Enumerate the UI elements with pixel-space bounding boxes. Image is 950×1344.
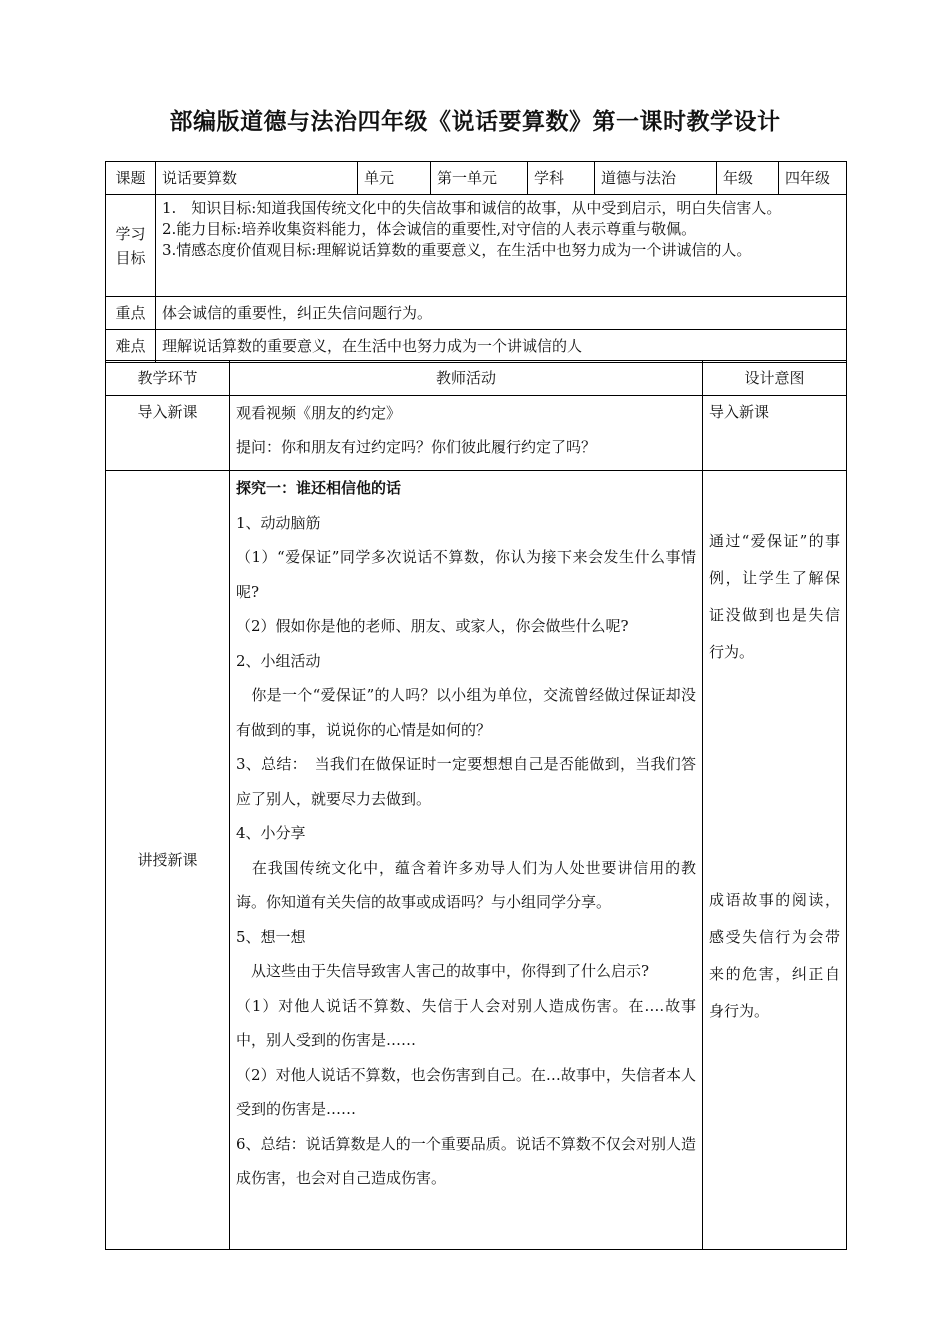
subject-value: 道德与法治 — [595, 162, 717, 195]
unit-label: 单元 — [358, 162, 431, 195]
activity-line-4: 2、小组活动 — [236, 651, 321, 670]
grade-label: 年级 — [717, 162, 779, 195]
activity-line-13: 6、总结：说话算数是人的一个重要品质。说话不算数不仅会对别人造成伤害，也会对自己造成伤害。 — [236, 1134, 696, 1187]
objective-3: 3.情感态度价值观目标:理解说话算数的重要意义，在生活中也努力成为一个讲诚信的人。 — [162, 241, 752, 259]
objectives-label: 学习目标 — [106, 195, 156, 297]
intro-intent: 导入新课 — [703, 396, 847, 471]
intro-stage: 导入新课 — [106, 396, 230, 471]
main-stage: 讲授新课 — [106, 471, 230, 1250]
difficulty-label: 难点 — [106, 330, 156, 363]
activity-line-7: 4、小分享 — [236, 824, 306, 842]
objective-1: 1. 知识目标:知道我国传统文化中的失信故事和诚信的故事，从中受到启示，明白失信害人。 — [162, 199, 782, 217]
grade-value: 四年级 — [779, 162, 847, 195]
key-point-label: 重点 — [106, 297, 156, 330]
intro-line-2: 提问：你和朋友有过约定吗？你们彼此履行约定了吗？ — [236, 438, 597, 456]
key-point-value: 体会诚信的重要性，纠正失信问题行为。 — [156, 297, 847, 330]
process-header-row — [106, 361, 847, 396]
activity-line-12: （2）对他人说话不算数，也会伤害到自己。在…故事中，失信者本人受到的伤害是…… — [236, 1065, 696, 1118]
header-intent: 设计意图 — [703, 361, 847, 396]
activity-line-6: 3、总结： 当我们在做保证时一定要想想自己是否能做到，当我们答应了别人，就要尽力去做到。 — [236, 755, 696, 808]
header-stage: 教学环节 — [106, 361, 230, 396]
activity-line-10: 从这些由于失信导致害人害己的故事中，你得到了什么启示? — [236, 962, 650, 980]
activity-line-8: 在我国传统文化中，蕴含着许多劝导人们为人处世要讲信用的教诲。你知道有关失信的故事或成语吗？与小组同学分享。 — [236, 858, 696, 911]
unit-value: 第一单元 — [431, 162, 528, 195]
activity-line-11: （1）对他人说话不算数、失信于人会对别人造成伤害。在….故事中，别人受到的伤害是…… — [236, 996, 696, 1049]
process-table — [105, 360, 847, 1250]
activity-line-3: （2）假如你是他的老师、朋友、或家人，你会做些什么呢? — [236, 617, 629, 635]
main-row — [106, 471, 847, 1250]
activity-line-5: 你是一个“爱保证”的人吗？以小组为单位，交流曾经做过保证却没有做到的事，说说你的心情是如何的？ — [236, 686, 696, 739]
activity-line-2: （1）“爱保证”同学多次说话不算数，你认为接下来会发生什么事情呢? — [236, 548, 696, 601]
page-title: 部编版道德与法治四年级《说话要算数》第一课时教学设计 — [169, 108, 781, 135]
intro-row — [106, 396, 847, 471]
intro-line-1: 观看视频《朋友的约定》 — [236, 404, 402, 422]
subject-label: 学科 — [528, 162, 595, 195]
topic-label: 课题 — [106, 162, 156, 195]
activity-heading: 探究一：谁还相信他的话 — [236, 479, 402, 497]
info-header-row — [106, 162, 847, 195]
activity-line-1: 1、动动脑筋 — [236, 513, 321, 532]
key-point-row — [106, 297, 847, 330]
intent-2: 成语故事的阅读，感受失信行为会带来的危害，纠正自身行为。 — [709, 891, 840, 1020]
difficulty-row — [106, 330, 847, 363]
topic-value: 说话要算数 — [156, 162, 358, 195]
info-table — [105, 161, 847, 363]
objective-2: 2.能力目标:培养收集资料能力，体会诚信的重要性,对守信的人表示尊重与敬佩。 — [162, 220, 697, 238]
activity-line-9: 5、想一想 — [236, 927, 306, 946]
objectives-row — [106, 195, 847, 297]
header-activity: 教师活动 — [230, 361, 703, 396]
intent-1: 通过“爱保证”的事例，让学生了解保证没做到也是失信行为。 — [709, 532, 840, 661]
difficulty-value: 理解说话算数的重要意义，在生活中也努力成为一个讲诚信的人 — [156, 330, 847, 363]
